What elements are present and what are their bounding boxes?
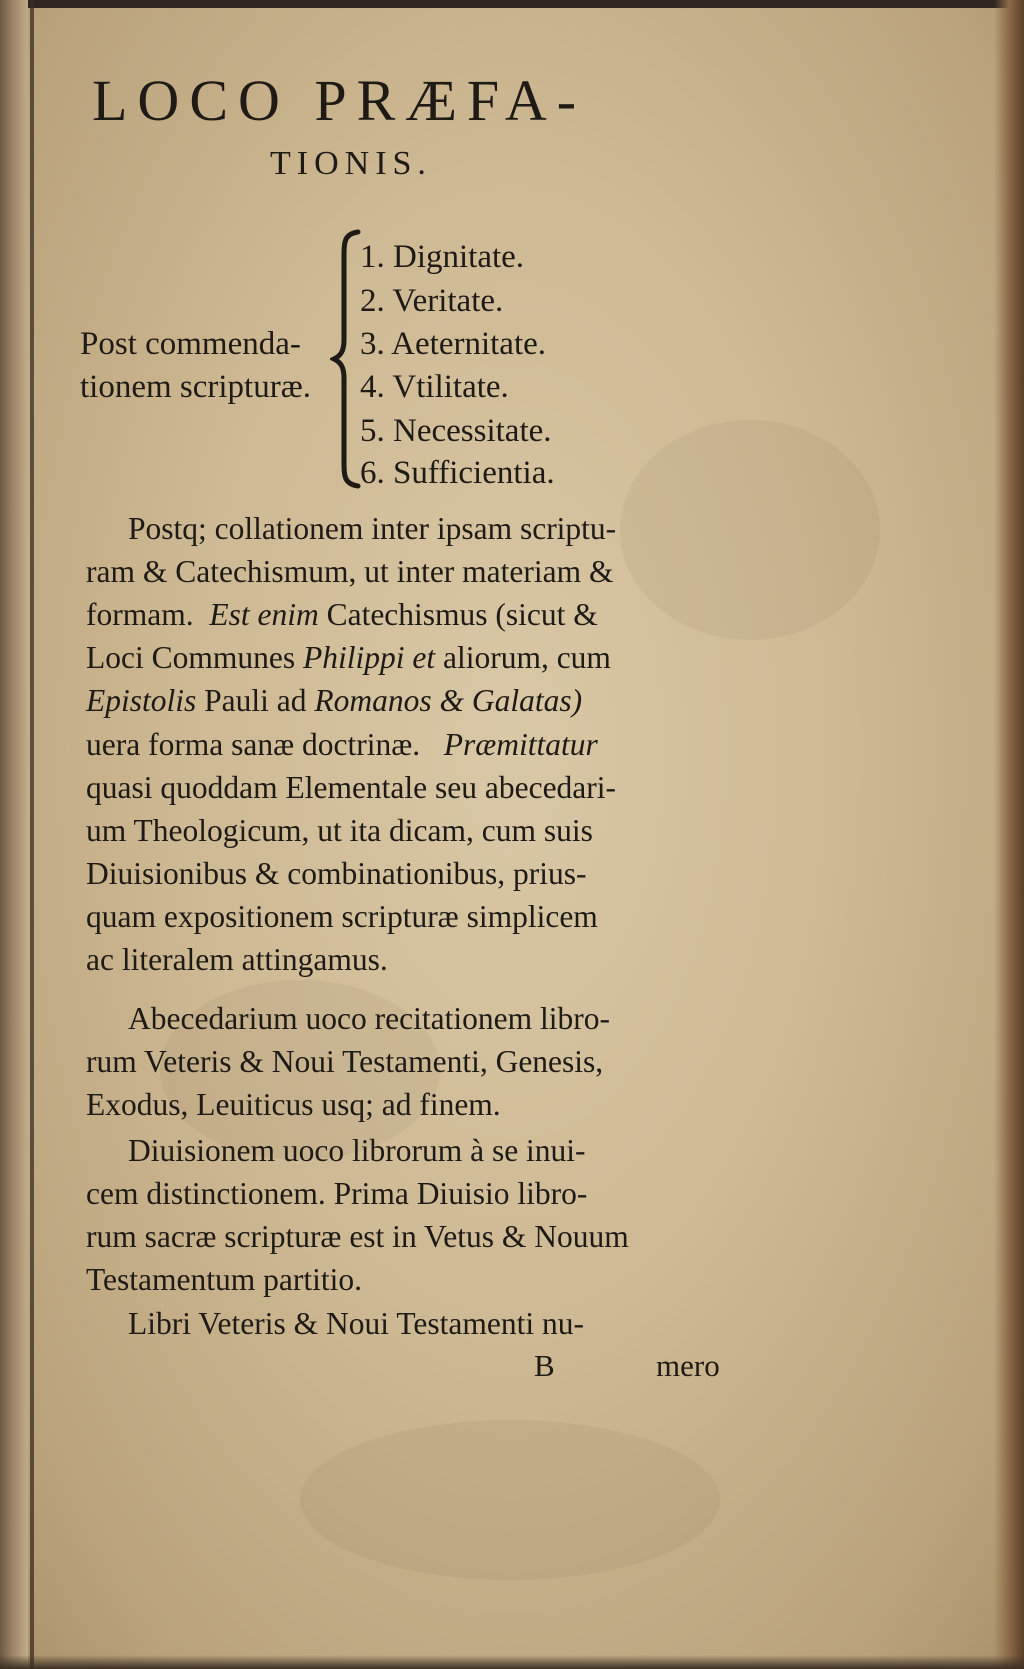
catchword: mero — [656, 1348, 720, 1383]
text-segment: aliorum, cum — [442, 640, 611, 675]
text-line: Abecedarium uoco recitationem libro- — [128, 1001, 610, 1036]
page-subtitle: TIONIS. — [270, 145, 432, 182]
text-line — [86, 637, 611, 679]
text-segment-italic: Præmittatur — [443, 727, 598, 762]
text-line: Testamentum partitio. — [86, 1262, 362, 1297]
text-segment-italic: Est enim — [209, 597, 319, 632]
list-item: 2. Veritate. — [360, 283, 504, 319]
text-segment-italic: Philippi — [302, 640, 405, 675]
text-line: rum sacræ scripturæ est in Vetus & Nouum — [86, 1219, 629, 1254]
list-item: 1. Dignitate. — [360, 239, 525, 275]
text-line: Exodus, Leuiticus usq; ad finem. — [86, 1087, 501, 1122]
page-gutter — [0, 0, 28, 1669]
text-segment: Loci Communes — [86, 640, 296, 675]
text-line: rum Veteris & Noui Testamenti, Genesis, — [86, 1044, 604, 1079]
text-line: um Theologicum, ut ita dicam, cum suis — [86, 813, 593, 848]
page-bottom-edge — [0, 1655, 1024, 1669]
text-segment: formam. — [86, 597, 194, 632]
page-right-edge — [994, 0, 1024, 1669]
text-line: ac literalem attingamus. — [86, 942, 388, 977]
signature-mark: B — [534, 1348, 555, 1383]
text-segment-italic: Romanos & Galatas) — [314, 683, 583, 718]
list-item: 5. Necessitate. — [360, 413, 552, 449]
text-line: Postq; collationem inter ipsam scriptu- — [128, 511, 617, 546]
paper-stain — [620, 420, 880, 640]
page-title: LOCO PRÆFA- — [92, 68, 587, 133]
text-line — [86, 724, 598, 766]
text-segment-italic: Epistolis — [86, 683, 197, 718]
page-top-edge — [0, 0, 1024, 8]
text-segment: Catechismus (sicut & — [326, 597, 598, 632]
text-segment: uera forma sanæ doctrinæ. — [86, 727, 421, 762]
text-line: cem distinctionem. Prima Diuisio libro- — [86, 1176, 588, 1211]
bracket-label-line: Post commenda- — [80, 326, 301, 362]
text-line — [86, 680, 582, 722]
list-item: 3. Aeternitate. — [360, 326, 547, 362]
text-line: Diuisionibus & combinationibus, prius- — [86, 856, 587, 891]
paper-stain — [300, 1420, 720, 1580]
text-segment-italic: et — [412, 640, 436, 675]
text-line: Libri Veteris & Noui Testamenti nu- — [128, 1306, 584, 1341]
text-line: ram & Catechismum, ut inter materiam & — [86, 554, 614, 589]
text-line — [86, 594, 598, 636]
text-line: Diuisionem uoco librorum à se inui- — [128, 1133, 586, 1168]
list-item: 4. Vtilitate. — [360, 369, 509, 405]
text-segment: Pauli ad — [204, 683, 307, 718]
text-line: quam expositionem scripturæ simplicem — [86, 899, 598, 934]
binding-line — [30, 0, 34, 1669]
bracket-label-line: tionem scripturæ. — [80, 369, 311, 405]
list-item: 6. Sufficientia. — [360, 455, 555, 491]
text-line: quasi quoddam Elementale seu abecedari- — [86, 770, 617, 805]
